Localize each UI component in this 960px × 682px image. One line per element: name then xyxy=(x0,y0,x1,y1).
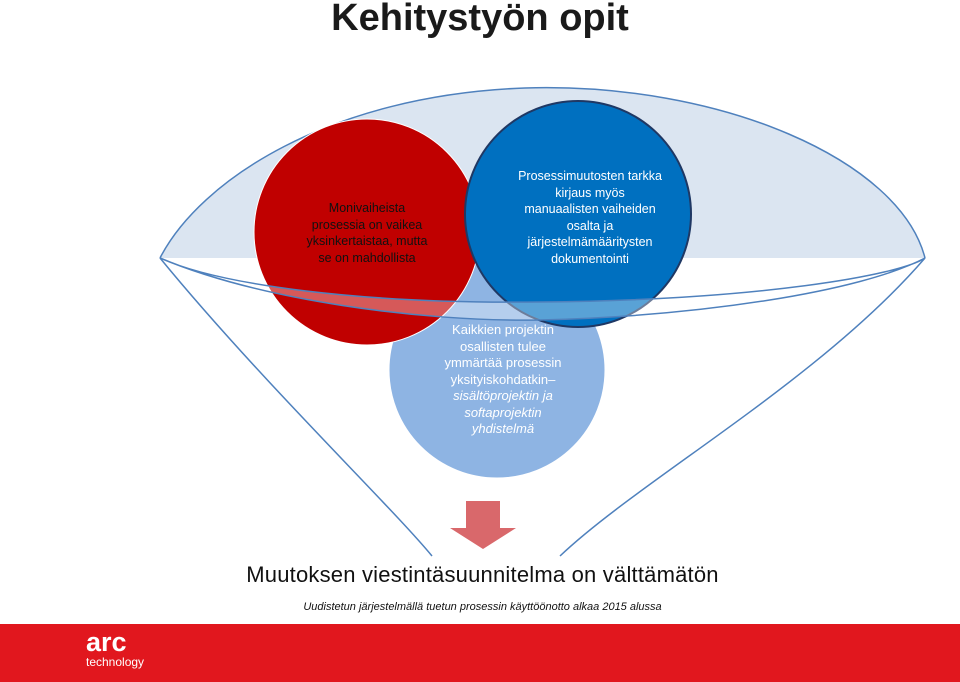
light-italic-line: yhdistelmä xyxy=(471,421,535,436)
light-line: ymmärtää prosessin xyxy=(444,355,562,370)
light-italic-line: softaprojektin xyxy=(464,404,542,420)
light-line: osallisten tulee xyxy=(460,338,546,354)
light-line: yksityiskohdatkin– xyxy=(450,371,556,387)
red-line: Monivaiheista xyxy=(328,201,406,215)
blue-circle-text xyxy=(480,168,700,267)
footer-bar xyxy=(0,624,960,682)
light-italic-line: sisältöprojektin ja xyxy=(453,388,553,403)
red-circle-text xyxy=(272,200,462,266)
blue-line: dokumentointi xyxy=(551,251,629,266)
logo-subtitle: technology xyxy=(86,655,145,669)
blue-line: Prosessimuutosten tarkka xyxy=(518,169,662,183)
note-text: Uudistetun järjestelmällä tuetun prosessin käyttöönotto alkaa 2015 alussa xyxy=(303,601,662,613)
conclusion-text: Muutoksen viestintäsuunnitelma on välttämätön xyxy=(246,562,719,587)
red-line: prosessia on vaikea xyxy=(311,217,423,232)
light-circle-text xyxy=(420,322,586,438)
red-line: se on mahdollista xyxy=(318,250,416,265)
blue-line: kirjaus myös xyxy=(555,185,625,200)
page-title: Kehitystyön opit xyxy=(331,0,629,39)
logo-word: arc xyxy=(86,627,127,657)
blue-line: järjestelmämääritysten xyxy=(527,235,653,249)
red-line: yksinkertaistaa, mutta xyxy=(306,234,428,248)
blue-line: osalta ja xyxy=(566,218,614,233)
blue-line: manuaalisten vaiheiden xyxy=(524,202,656,216)
light-line: Kaikkien projektin xyxy=(452,322,554,337)
